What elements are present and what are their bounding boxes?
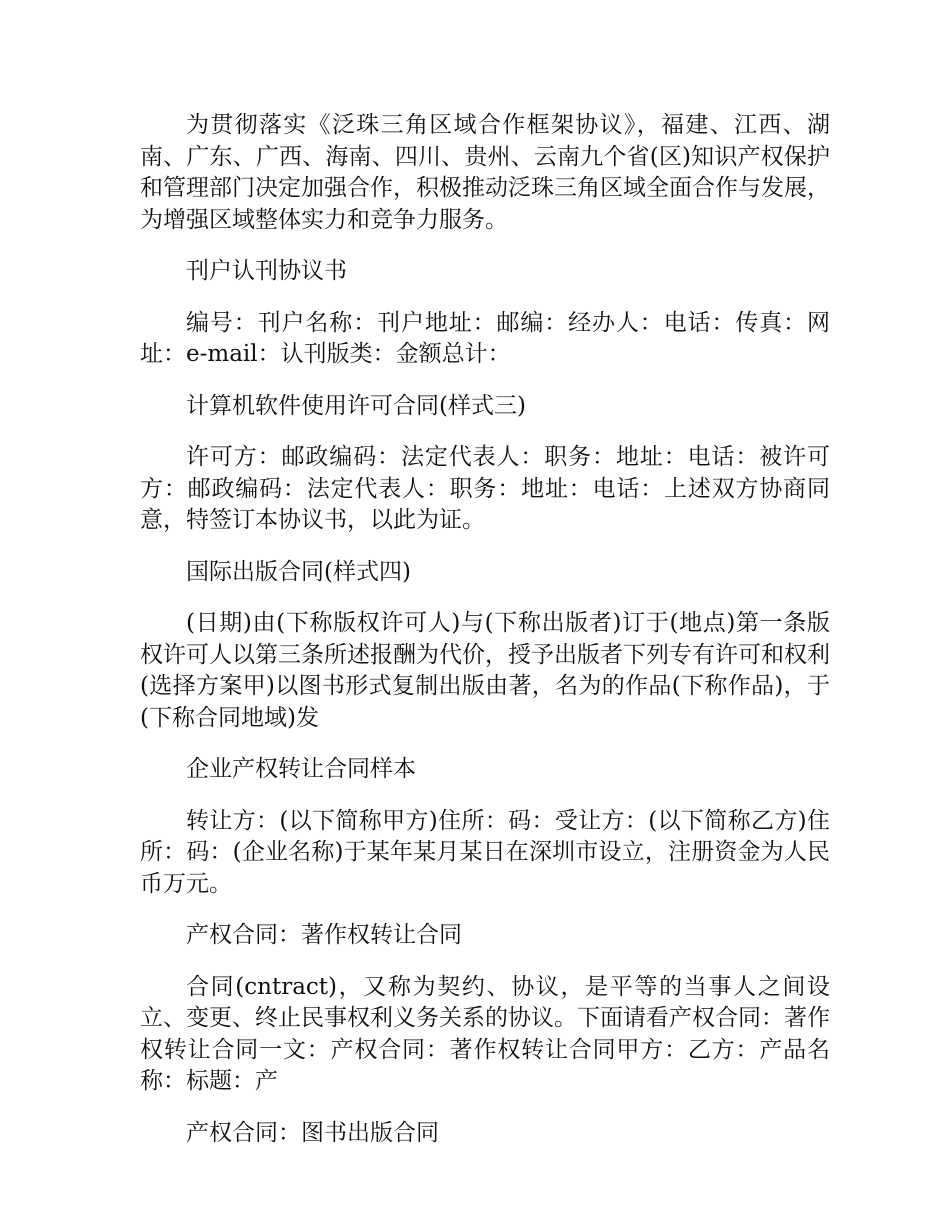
publishing-terms-paragraph: (日期)由(下称版权许可人)与(下称出版者)订于(地点)第一条版权许可人以第三条所述报酬为代价，授予出版者下列专有许可和权利(选择方案甲)以图书形式复制出版由著，名为的作品(下称作品)，于(下称合同地域)发 xyxy=(140,610,830,731)
contract-definition-paragraph: 合同(cntract)，又称为契约、协议，是平等的当事人之间设立、变更、终止民事权利义务关系的协议。下面请看产权合同：著作权转让合同一文：产权合同：著作权转让合同甲方：乙方：产品名称：标题：产 xyxy=(140,973,830,1094)
heading-international-publishing: 国际出版合同(样式四) xyxy=(186,558,411,585)
heading-software-license: 计算机软件使用许可合同(样式三) xyxy=(186,392,526,419)
heading-advertiser-agreement: 刊户认刊协议书 xyxy=(186,258,347,284)
intro-paragraph: 为贯彻落实《泛珠三角区域合作框架协议》，福建、江西、湖南、广东、广西、海南、四川、贵州、云南九个省(区)知识产权保护和管理部门决定加强合作，积极推动泛珠三角区域全面合作与发展，为增强区域整体实力和竞争力服务。 xyxy=(140,112,830,233)
advertiser-fields-paragraph: 编号：刊户名称：刊户地址：邮编：经办人：电话：传真：网址：e-mail：认刊版类：金额总计： xyxy=(140,309,830,367)
document-page xyxy=(140,110,830,1169)
heading-book-publishing: 产权合同：图书出版合同 xyxy=(186,1119,439,1146)
heading-enterprise-transfer: 企业产权转让合同样本 xyxy=(186,756,416,782)
heading-copyright-transfer: 产权合同：著作权转让合同 xyxy=(186,922,462,948)
license-parties-paragraph: 许可方：邮政编码：法定代表人：职务：地址：电话：被许可方：邮政编码：法定代表人：职务：地址：电话：上述双方协商同意，特签订本协议书，以此为证。 xyxy=(140,444,830,533)
transfer-parties-paragraph: 转让方：(以下简称甲方)住所：码：受让方：(以下简称乙方)住所：码：(企业名称)于某年某月某日在深圳市设立，注册资金为人民币万元。 xyxy=(140,807,830,897)
